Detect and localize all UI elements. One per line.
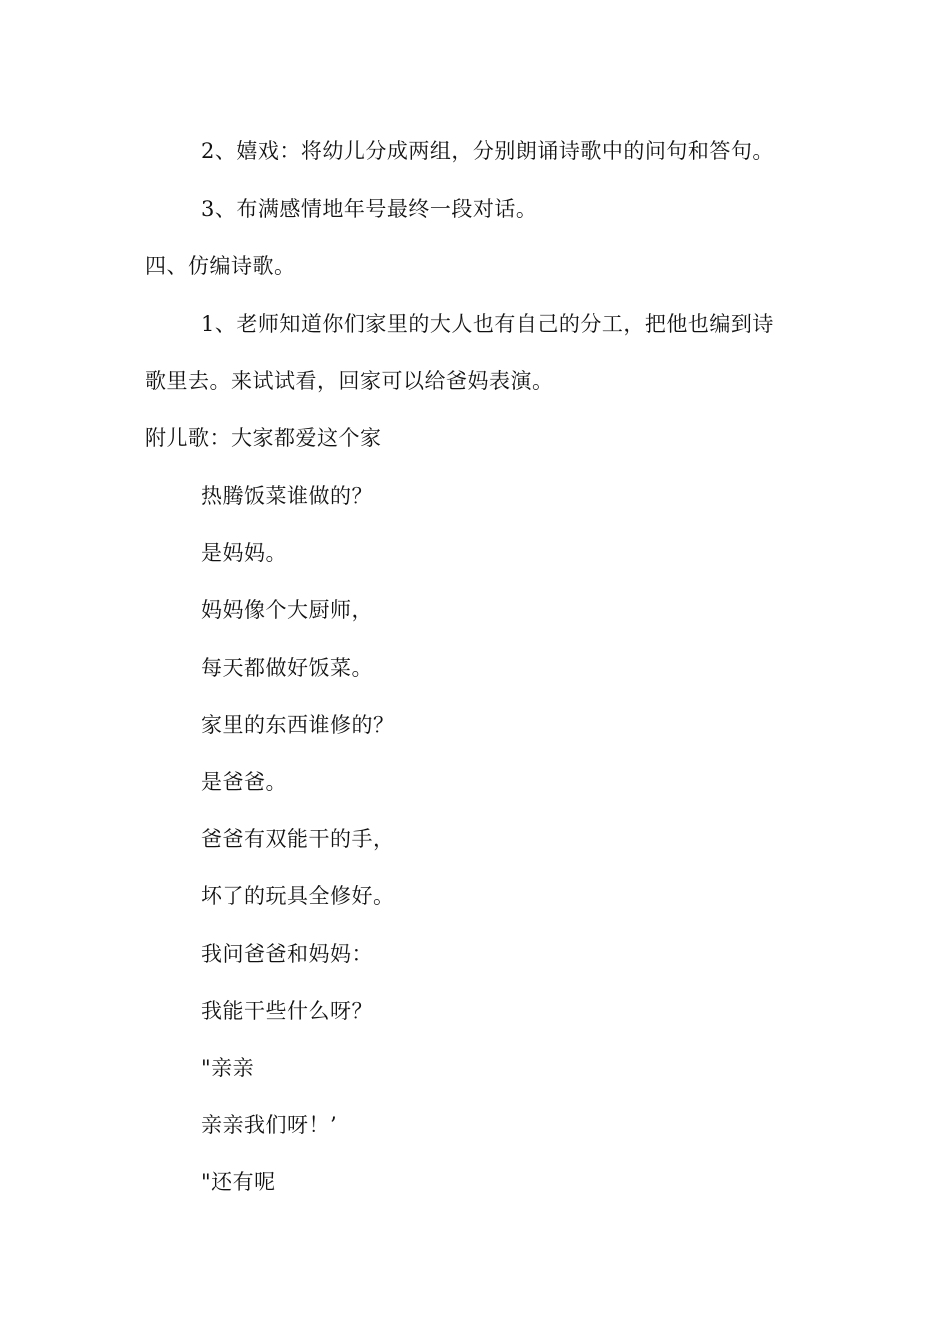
appendix-title: 附儿歌：大家都爱这个家 <box>145 426 382 450</box>
poem-line: 家里的东西谁修的？ <box>201 713 395 737</box>
poem-line: 妈妈像个大厨师， <box>201 598 373 622</box>
poem-line: "亲亲 <box>201 1056 255 1080</box>
poem-line: 坏了的玩具全修好。 <box>201 884 395 908</box>
activity-step-1-line-1: 1、老师知道你们家里的大人也有自己的分工，把他也编到诗 <box>201 312 774 336</box>
section-heading-4: 四、仿编诗歌。 <box>145 254 296 278</box>
activity-step-3: 3、布满感情地年号最终一段对话。 <box>201 197 538 221</box>
poem-line: 热腾饭菜谁做的？ <box>201 484 373 508</box>
poem-line: 是爸爸。 <box>201 770 287 794</box>
poem-line: 每天都做好饭菜。 <box>201 656 373 680</box>
activity-step-1-line-2: 歌里去。来试试看，回家可以给爸妈表演。 <box>145 369 554 393</box>
poem-line: 是妈妈。 <box>201 541 287 565</box>
poem-line: 亲亲我们呀！’ <box>201 1113 338 1137</box>
poem-line: 我问爸爸和妈妈： <box>201 942 373 966</box>
poem-line: 我能干些什么呀？ <box>201 999 373 1023</box>
poem-line: "还有呢 <box>201 1170 276 1194</box>
poem-line: 爸爸有双能干的手， <box>201 827 395 851</box>
activity-step-2: 2、嬉戏：将幼儿分成两组，分别朗诵诗歌中的问句和答句。 <box>201 139 774 163</box>
